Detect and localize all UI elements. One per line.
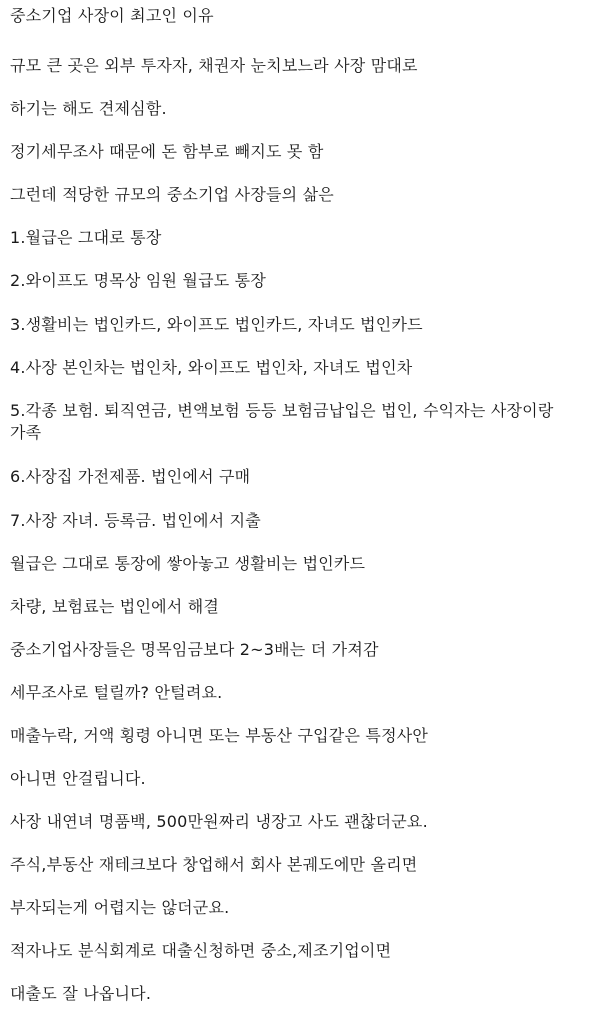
- text-line: 부자되는게 어렵지는 않더군요.: [10, 898, 230, 917]
- list-item: 6.사장집 가전제품. 법인에서 구매: [10, 467, 251, 486]
- text-line: 대출도 잘 나옵니다.: [10, 984, 152, 1003]
- list-item: 2.와이프도 명목상 임원 월급도 통장: [10, 271, 266, 290]
- text-line: 주식,부동산 재테크보다 창업해서 회사 본궤도에만 올리면: [10, 855, 418, 874]
- text-line: 규모 큰 곳은 외부 투자자, 채권자 눈치보느라 사장 맘대로: [10, 56, 418, 75]
- list-item: 5.각종 보험. 퇴직연금, 변액보험 등등 보험금납입은 법인, 수익자는 사장이랑: [10, 401, 554, 420]
- text-line: 정기세무조사 때문에 돈 함부로 빼지도 못 함: [10, 142, 324, 161]
- text-line: 차량, 보험료는 법인에서 해결: [10, 597, 220, 616]
- list-item: 7.사장 자녀. 등록금. 법인에서 지출: [10, 511, 261, 530]
- text-line: 월급은 그대로 통장에 쌓아놓고 생활비는 법인카드: [10, 554, 366, 573]
- text-line: 아니면 안걸립니다.: [10, 769, 146, 788]
- text-line: 하기는 해도 견제심함.: [10, 99, 167, 118]
- list-item-continuation: 가족: [10, 423, 42, 442]
- list-item: 1.월급은 그대로 통장: [10, 228, 162, 247]
- text-line: 중소기업사장들은 명목임금보다 2~3배는 더 가져감: [10, 640, 379, 659]
- post-title: 중소기업 사장이 최고인 이유: [10, 6, 214, 25]
- text-line: 사장 내연녀 명품백, 500만원짜리 냉장고 사도 괜찮더군요.: [10, 812, 428, 831]
- list-item: 4.사장 본인차는 법인차, 와이프도 법인차, 자녀도 법인차: [10, 358, 413, 377]
- text-line: 매출누락, 거액 횡령 아니면 또는 부동산 구입같은 특정사안: [10, 726, 429, 745]
- text-line: 적자나도 분식회계로 대출신청하면 중소,제조기업이면: [10, 941, 392, 960]
- text-line: 그런데 적당한 규모의 중소기업 사장들의 삶은: [10, 185, 334, 204]
- text-line: 세무조사로 털릴까? 안털려요.: [10, 683, 223, 702]
- list-item: 3.생활비는 법인카드, 와이프도 법인카드, 자녀도 법인카드: [10, 315, 423, 334]
